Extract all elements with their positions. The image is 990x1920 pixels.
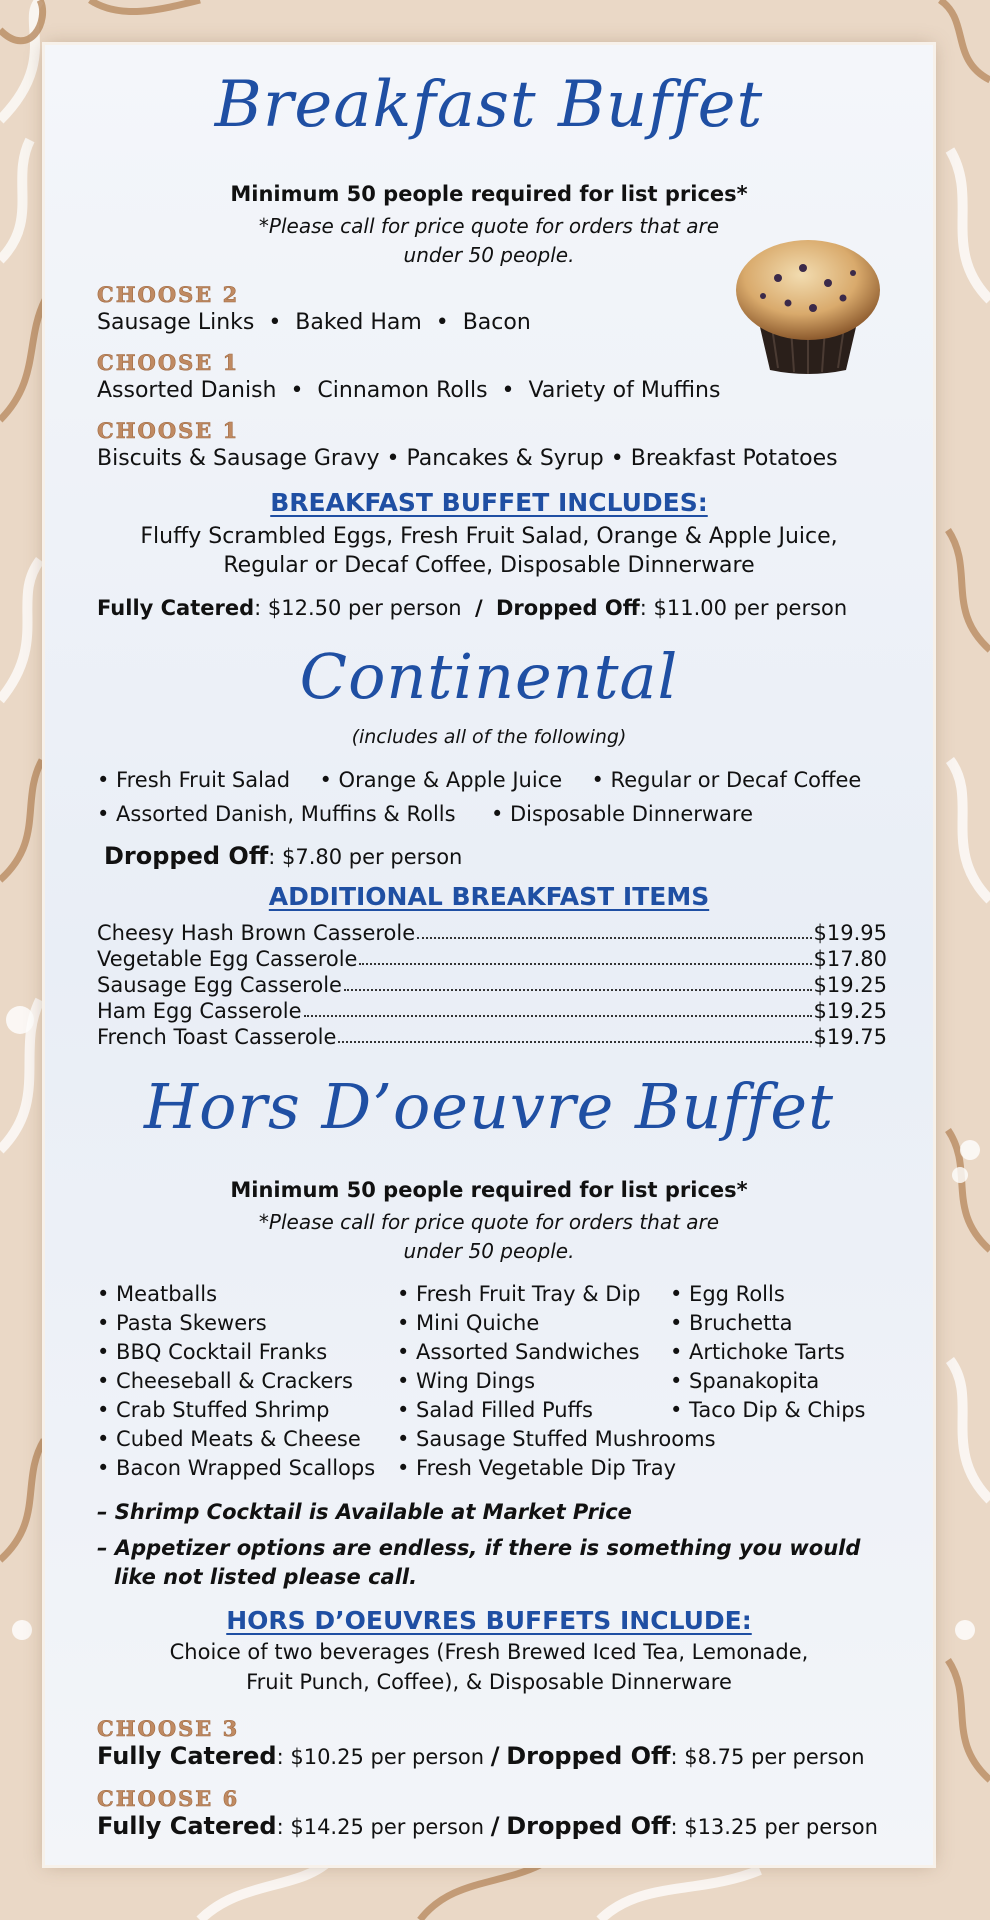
hors-pricing-choose-6	[97, 1812, 878, 1840]
fully-catered-price: : $12.50 per person	[254, 596, 462, 620]
hors-includes-line-1: Choice of two beverages (Fresh Brewed Iced Tea, Lemonade,	[169, 1640, 809, 1664]
hors-item: • Cubed Meats & Cheese	[97, 1427, 361, 1451]
hors-item: • BBQ Cocktail Franks	[97, 1340, 328, 1364]
dropped-off-price: : $7.80 per person	[268, 845, 463, 869]
hors-item: • Bacon Wrapped Scallops	[97, 1456, 376, 1480]
dropped-off-label: Dropped Off	[506, 1812, 671, 1840]
breakfast-includes-line-1: Fluffy Scrambled Eggs, Fresh Fruit Salad, Orange & Apple Juice,	[140, 524, 838, 549]
breakfast-pricing	[97, 596, 847, 620]
dropped-off-price: : $8.75 per person	[670, 1745, 865, 1769]
breakfast-options-meats: Sausage Links • Baked Ham • Bacon	[97, 310, 531, 335]
hors-item: • Wing Dings	[397, 1369, 536, 1393]
hors-includes-heading: HORS D’OEUVRES BUFFETS INCLUDE:	[226, 1606, 752, 1635]
continental-pricing	[104, 842, 462, 870]
dropped-off-label: Dropped Off	[496, 596, 640, 620]
additional-heading: ADDITIONAL BREAKFAST ITEMS	[268, 882, 710, 911]
hors-pricing-choose-3	[97, 1742, 865, 1770]
continental-row-2	[97, 802, 753, 826]
continental-item: • Assorted Danish, Muffins & Rolls	[97, 802, 456, 826]
hors-call-note-1: *Please call for price quote for orders that are	[258, 1210, 720, 1234]
menu-item-name: French Toast Casserole	[97, 1025, 337, 1049]
breakfast-call-note-2: under 50 people.	[403, 243, 575, 267]
hors-item: • Cheeseball & Crackers	[97, 1369, 353, 1393]
continental-title: Continental	[299, 640, 679, 713]
hors-item: • Sausage Stuffed Mushrooms	[397, 1427, 716, 1451]
fully-catered-price: : $14.25 per person	[276, 1815, 485, 1839]
menu-item-price: $17.80	[813, 947, 887, 971]
hors-item: • Egg Rolls	[670, 1282, 785, 1306]
menu-item-name: Sausage Egg Casserole	[97, 973, 342, 997]
hors-item: • Assorted Sandwiches	[397, 1340, 640, 1364]
hors-item: • Artichoke Tarts	[670, 1340, 845, 1364]
hors-column-1	[97, 1280, 375, 1483]
hors-column-3	[670, 1280, 866, 1425]
breakfast-includes-heading: BREAKFAST BUFFET INCLUDES:	[270, 488, 708, 517]
choose-heading: CHOOSE 3	[97, 1716, 240, 1741]
breakfast-call-note-1: *Please call for price quote for orders that are	[258, 214, 720, 238]
menu-item-row	[97, 998, 887, 1024]
dropped-off-label: Dropped Off	[104, 842, 269, 870]
hors-item: • Bruchetta	[670, 1311, 793, 1335]
continental-item: • Regular or Decaf Coffee	[591, 768, 862, 792]
hors-item: • Meatballs	[97, 1282, 218, 1306]
menu-item-price: $19.25	[813, 973, 887, 997]
choose-heading: CHOOSE 1	[97, 350, 240, 375]
breakfast-options-pastries: Assorted Danish • Cinnamon Rolls • Variety of Muffins	[97, 378, 721, 403]
hors-item: • Fresh Vegetable Dip Tray	[397, 1456, 677, 1480]
continental-item: • Disposable Dinnerware	[490, 802, 754, 826]
fully-catered-price: : $10.25 per person	[276, 1745, 485, 1769]
hors-item: • Taco Dip & Chips	[670, 1398, 866, 1422]
breakfast-options-sides: Biscuits & Sausage Gravy • Pancakes & Syrup • Breakfast Potatoes	[97, 446, 838, 471]
hors-item: • Salad Filled Puffs	[397, 1398, 593, 1422]
hors-includes-line-2: Fruit Punch, Coffee), & Disposable Dinnerware	[246, 1670, 732, 1694]
hors-column-2	[397, 1280, 716, 1483]
hors-title: Hors D’oeuvre Buffet	[144, 1070, 834, 1143]
price-separator: /	[490, 1812, 500, 1840]
hors-item: • Mini Quiche	[397, 1311, 540, 1335]
menu-item-name: Ham Egg Casserole	[97, 999, 302, 1023]
menu-item-name: Vegetable Egg Casserole	[97, 947, 358, 971]
hors-item: • Crab Stuffed Shrimp	[97, 1398, 330, 1422]
price-separator: /	[474, 596, 483, 620]
hors-item: • Pasta Skewers	[97, 1311, 267, 1335]
menu-item-price: $19.75	[813, 1025, 887, 1049]
continental-subtitle: (includes all of the following)	[351, 726, 627, 748]
hors-note-shrimp: – Shrimp Cocktail is Available at Market Price	[97, 1500, 632, 1524]
fully-catered-label: Fully Catered	[97, 596, 255, 620]
menu-item-row	[97, 920, 887, 946]
additional-items-list	[97, 920, 887, 1050]
dropped-off-label: Dropped Off	[506, 1742, 671, 1770]
dropped-off-price: : $11.00 per person	[639, 596, 848, 620]
menu-item-price: $19.25	[813, 999, 887, 1023]
price-separator: /	[490, 1742, 500, 1770]
hors-note-options-2: like not listed please call.	[114, 1565, 418, 1589]
breakfast-minimum: Minimum 50 people required for list prices*	[230, 182, 748, 206]
menu-item-row	[97, 946, 887, 972]
dropped-off-price: : $13.25 per person	[670, 1815, 878, 1839]
breakfast-title: Breakfast Buffet	[214, 68, 764, 142]
choose-heading: CHOOSE 6	[97, 1786, 240, 1811]
hors-note-options-1: – Appetizer options are endless, if there is something you would	[97, 1536, 861, 1560]
fully-catered-label: Fully Catered	[97, 1742, 277, 1770]
continental-item: • Orange & Apple Juice	[319, 768, 563, 792]
menu-item-row	[97, 1024, 887, 1050]
menu-item-name: Cheesy Hash Brown Casserole	[97, 921, 416, 945]
fully-catered-label: Fully Catered	[97, 1812, 277, 1840]
continental-item: • Fresh Fruit Salad	[97, 768, 291, 792]
hors-call-note-2: under 50 people.	[403, 1239, 575, 1263]
continental-row-1	[97, 768, 861, 792]
menu-item-price: $19.95	[813, 921, 887, 945]
choose-heading: CHOOSE 1	[97, 418, 240, 443]
breakfast-includes-line-2: Regular or Decaf Coffee, Disposable Dinnerware	[223, 553, 755, 578]
menu-item-row	[97, 972, 887, 998]
hors-item: • Spanakopita	[670, 1369, 820, 1393]
hors-minimum: Minimum 50 people required for list prices*	[230, 1178, 748, 1202]
choose-heading: CHOOSE 2	[97, 282, 240, 307]
hors-item: • Fresh Fruit Tray & Dip	[397, 1282, 641, 1306]
